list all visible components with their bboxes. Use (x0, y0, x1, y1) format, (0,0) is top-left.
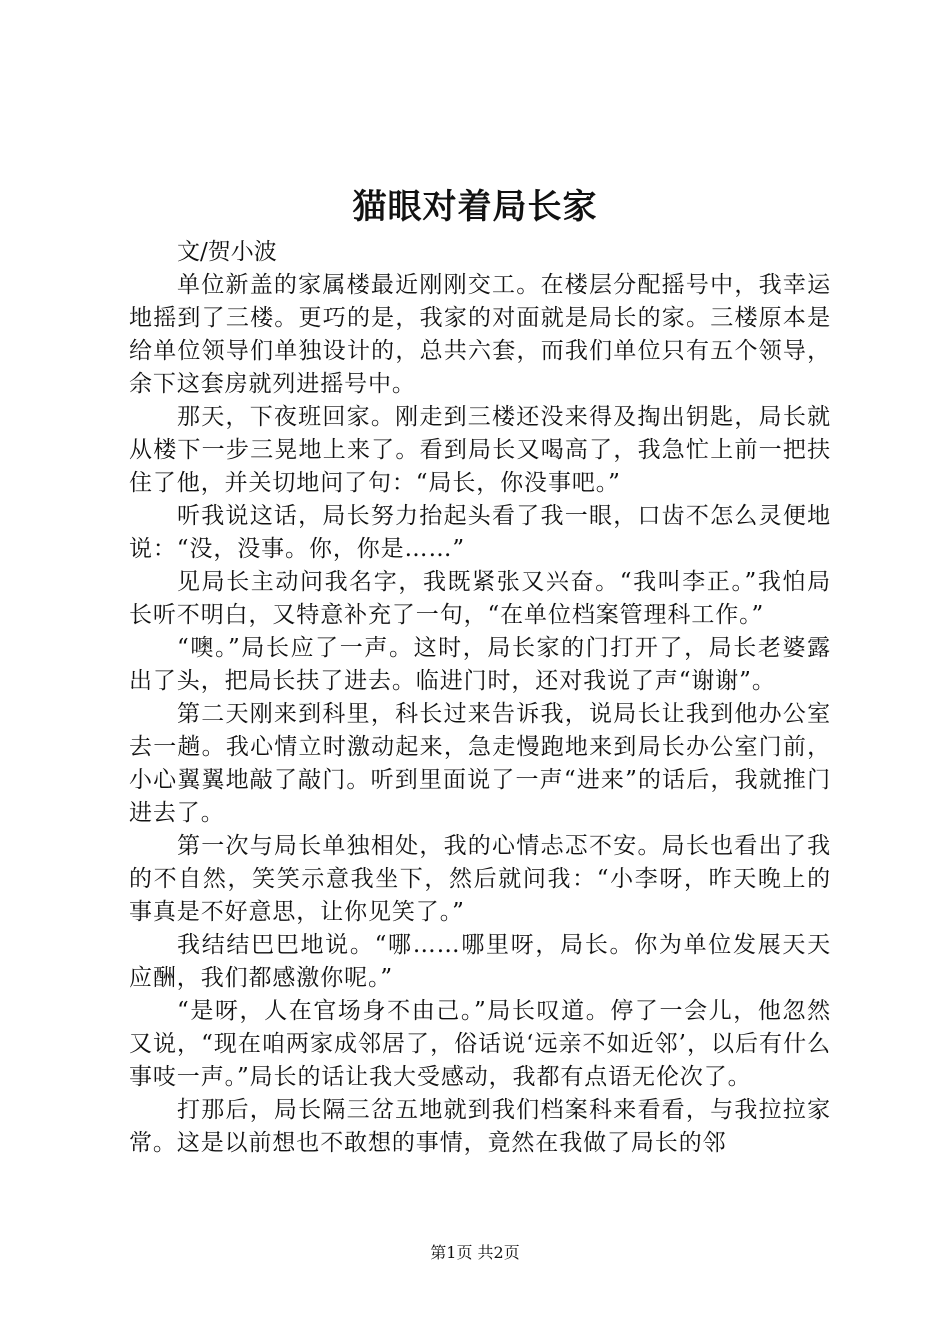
page-footer: 第1页 共2页 (430, 1243, 520, 1262)
article-body (129, 236, 831, 1160)
paragraph-6: 第二天刚来到科里，科长过来告诉我，说局长让我到他办公室去一趟。我心情立时激动起来，急走慢跑地来到局长办公室门前，小心翼翼地敲了敲门。听到里面说了一声“进来”的话后，我就推门进去了。 (129, 701, 831, 826)
paragraph-1: 单位新盖的家属楼最近刚刚交工。在楼层分配摇号中，我幸运地摇到了三楼。更巧的是，我家的对面就是局长的家。三楼原本是给单位领导们单独设计的，总共六套，而我们单位只有五个领导，余下这套房就列进摇号中。 (129, 272, 831, 397)
paragraph-10: 打那后，局长隔三岔五地就到我们档案科来看看，与我拉拉家常。这是以前想也不敢想的事情，竟然在我做了局长的邻 (129, 1097, 831, 1156)
paragraph-2: 那天，下夜班回家。刚走到三楼还没来得及掏出钥匙，局长就从楼下一步三晃地上来了。看到局长又喝高了，我急忙上前一把扶住了他，并关切地问了句：“局长，你没事吧。” (129, 404, 831, 496)
paragraph-7: 第一次与局长单独相处，我的心情忐忑不安。局长也看出了我的不自然，笑笑示意我坐下，然后就问我：“小李呀，昨天晚上的事真是不好意思，让你见笑了。” (129, 833, 831, 925)
paragraph-9: “是呀，人在官场身不由己。”局长叹道。停了一会儿，他忽然又说，“现在咱两家成邻居了，俗话说‘远亲不如近邻’，以后有什么事吱一声。”局长的话让我大受感动，我都有点语无伦次了。 (129, 998, 831, 1090)
paragraph-5: “噢。”局长应了一声。这时，局长家的门打开了，局长老婆露出了头，把局长扶了进去。临进门时，还对我说了声“谢谢”。 (129, 635, 831, 694)
paragraph-3: 听我说这话，局长努力抬起头看了我一眼，口齿不怎么灵便地说：“没，没事。你，你是……” (129, 503, 831, 562)
paragraph-4: 见局长主动问我名字，我既紧张又兴奋。“我叫李正。”我怕局长听不明白，又特意补充了一句，“在单位档案管理科工作。” (129, 569, 831, 628)
document-title: 猫眼对着局长家 (352, 187, 598, 227)
paragraph-8: 我结结巴巴地说。“哪……哪里呀，局长。你为单位发展天天应酬，我们都感激你呢。” (129, 932, 831, 991)
author-line: 文/贺小波 (177, 239, 277, 265)
